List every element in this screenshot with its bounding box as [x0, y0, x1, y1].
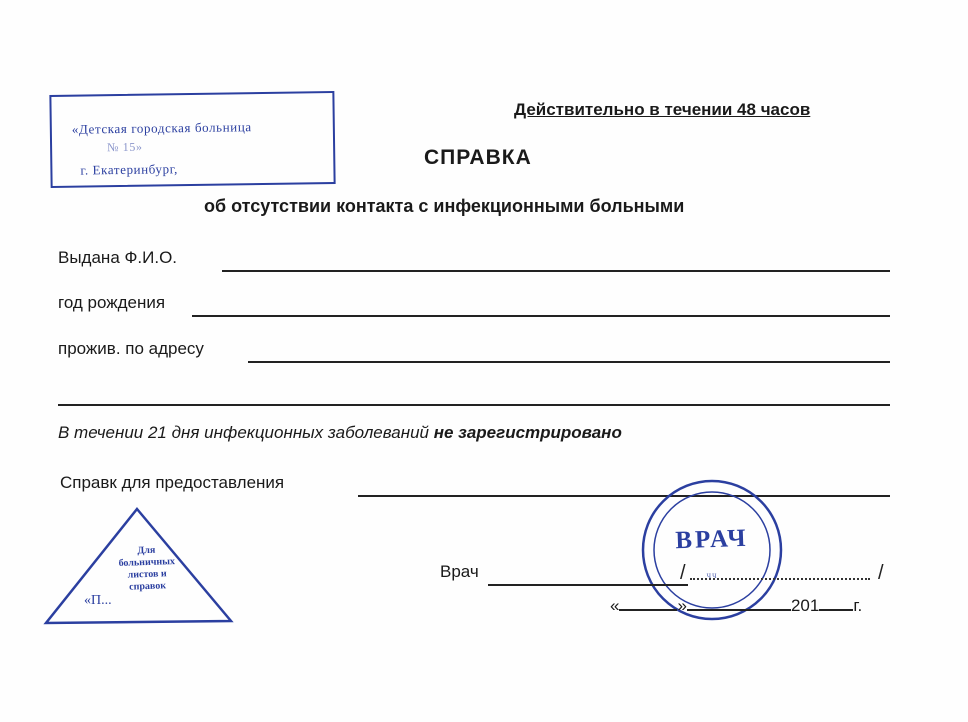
field-rule-birthyear[interactable]	[192, 315, 890, 317]
round-stamp-center-text: ВРАЧ	[674, 524, 750, 555]
date-day-blank[interactable]	[619, 609, 677, 611]
provision-rule[interactable]	[358, 495, 890, 497]
signature-slash-open: /	[680, 562, 686, 584]
field-rule-address-2[interactable]	[58, 404, 890, 406]
field-label-address: прожив. по адресу	[58, 339, 204, 358]
validity-header: Действительно в течении 48 часов	[514, 100, 811, 119]
stamp-rect-line-3: г. Екатеринбург,	[80, 161, 179, 178]
document-subtitle: об отсутствии контакта с инфекционными больными	[204, 196, 685, 216]
date-month-blank[interactable]	[687, 609, 791, 611]
infection-note-bold: не зарегистрировано	[433, 423, 622, 442]
stamp-rect-line-1: «Детская городская больница	[71, 119, 252, 137]
field-label-birthyear: год рождения	[58, 293, 166, 312]
field-rule-fio[interactable]	[222, 270, 890, 272]
round-stamp-sub-text: чч	[706, 570, 718, 580]
document-title: СПРАВКА	[424, 146, 532, 169]
date-year-prefix: 201	[790, 596, 820, 615]
date-quote-close: »	[677, 596, 687, 615]
signature-dotted-line[interactable]	[690, 578, 870, 580]
provision-label: Справк для предоставления	[60, 473, 285, 492]
date-quote-open: «	[610, 596, 620, 615]
doctor-label: Врач	[440, 562, 479, 581]
infection-note-prefix: В течении 21 дня инфекционных заболеваний	[58, 423, 434, 442]
date-row	[610, 596, 862, 616]
signature-slash-close: /	[878, 562, 884, 584]
triangle-stamp-text: Для больничных листов и справок	[118, 544, 176, 593]
field-rule-address[interactable]	[248, 361, 890, 363]
date-year-suffix: г.	[853, 596, 863, 615]
hospital-rect-stamp	[49, 91, 335, 188]
infection-note	[58, 423, 622, 443]
field-label-fio: Выдана Ф.И.О.	[58, 248, 178, 267]
triangle-stamp	[40, 505, 235, 627]
triangle-stamp-corner: «П...	[84, 593, 112, 608]
stamp-rect-line-2: № 15»	[107, 139, 143, 155]
date-year-blank[interactable]	[819, 609, 853, 611]
doctor-rule[interactable]	[488, 584, 688, 586]
